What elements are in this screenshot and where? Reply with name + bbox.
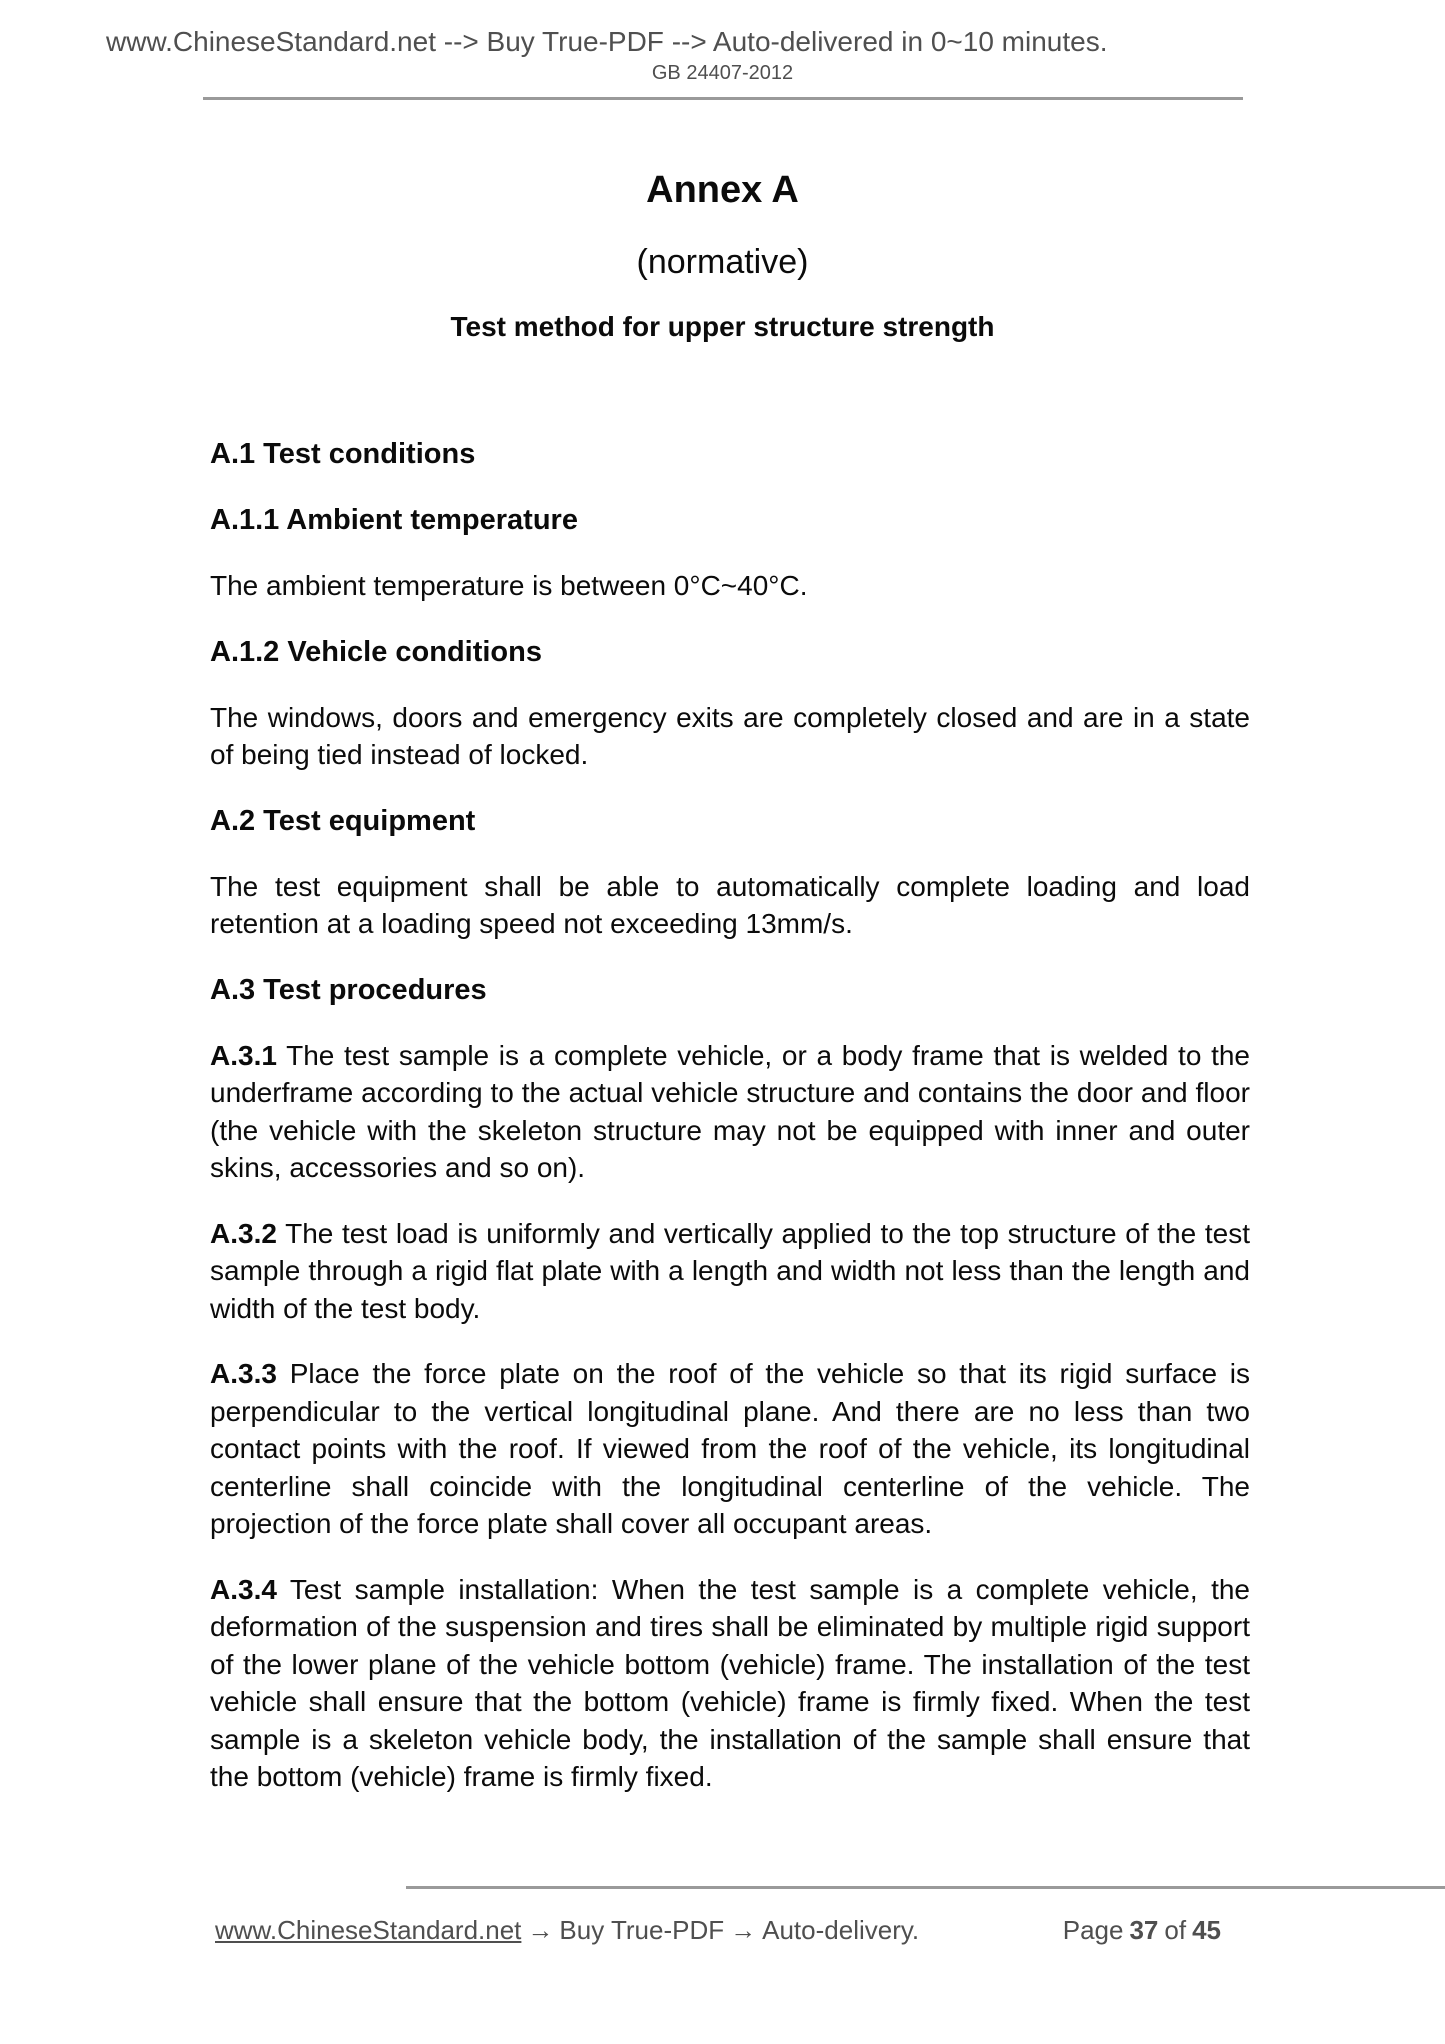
- paragraph-a3-4: [210, 1571, 1250, 1796]
- clause-label-a3-4: A.3.4: [210, 1573, 277, 1605]
- footer-site-link[interactable]: www.ChineseStandard.net: [215, 1915, 522, 1945]
- header-standard-code: GB 24407-2012: [651, 62, 794, 84]
- arrow-icon: →: [527, 1915, 554, 1945]
- paragraph-a2: The test equipment shall be able to automatically complete loading and load retention at a loading speed not exceeding 13mm/s.: [210, 870, 1250, 939]
- of-label: of: [1164, 1915, 1187, 1945]
- clause-label-a3-3: A.3.3: [210, 1358, 277, 1389]
- footer-delivery-label: Auto-delivery.: [762, 1915, 920, 1945]
- clause-text-a3-2: The test load is uniformly and vertically applied to the top structure of the test sample through a rigid flat plate with a length and width not less than the length and width of the test body.: [210, 1217, 1250, 1324]
- page-footer: [203, 1913, 1243, 1947]
- footer-divider: [406, 1886, 1445, 1889]
- clause-label-a3-2: A.3.2: [210, 1217, 277, 1249]
- section-heading-a1-2: A.1.2 Vehicle conditions: [210, 635, 542, 668]
- clause-text-a3-4: Test sample installation: When the test sample is a complete vehicle, the deformation of the suspension and tires shall be eliminated by multiple rigid support of the lower plane of the vehicle bottom (vehicle) frame. The installation of the test vehicle shall ensure that the bottom (vehicle) frame is firmly fixed. When the test sample is a skeleton vehicle body, the installation of the sample shall ensure that the bottom (vehicle) frame is firmly fixed.: [210, 1573, 1250, 1792]
- annex-subtitle: Test method for upper structure strength: [450, 311, 995, 342]
- clause-text-a3-3: Place the force plate on the roof of the vehicle so that its rigid surface is perpendicular to the vertical longitudinal plane. And there are no less than two contact points with the roof. If viewed from the roof of the vehicle, its longitudinal centerline shall coincide with the longitudinal centerline of the vehicle. The projection of the force plate shall cover all occupant areas.: [210, 1358, 1250, 1539]
- header-divider: [203, 97, 1243, 100]
- clause-label-a3-1: A.3.1: [210, 1039, 277, 1071]
- page-indicator: [1063, 1913, 1221, 1947]
- page-word-label: Page: [1062, 1915, 1124, 1945]
- paragraph-a3-3: [210, 1355, 1250, 1543]
- page-header: [0, 0, 1445, 100]
- section-heading-a1: A.1 Test conditions: [210, 438, 476, 470]
- annex-title: Annex A: [646, 169, 799, 211]
- section-heading-a3: A.3 Test procedures: [210, 973, 487, 1006]
- clause-text-a3-1: The test sample is a complete vehicle, or a body frame that is welded to the underframe according to the actual vehicle structure and contains the door and floor (the vehicle with the skeleton structure may not be equipped with inner and outer skins, accessories and so on).: [210, 1039, 1250, 1183]
- document-body: [210, 435, 1250, 1796]
- paragraph-a3-1: [210, 1037, 1250, 1187]
- paragraph-a1-2: The windows, doors and emergency exits are completely closed and are in a state of being tied instead of locked.: [210, 701, 1250, 770]
- arrow-icon: →: [730, 1915, 757, 1945]
- footer-buy-label: Buy True-PDF: [559, 1915, 725, 1945]
- annex-normative-label: (normative): [636, 243, 809, 281]
- paragraph-a3-2: [210, 1215, 1250, 1328]
- header-banner: www.ChineseStandard.net --> Buy True-PDF --> Auto-delivered in 0~10 minutes.: [106, 26, 1108, 57]
- paragraph-a1-1: The ambient temperature is between 0°C~40°C.: [210, 570, 808, 601]
- footer-delivery-note: [215, 1913, 919, 1947]
- section-heading-a1-1: A.1.1 Ambient temperature: [210, 504, 578, 536]
- total-page-number: 45: [1192, 1915, 1221, 1945]
- section-heading-a2: A.2 Test equipment: [210, 804, 476, 837]
- current-page-number: 37: [1129, 1915, 1159, 1945]
